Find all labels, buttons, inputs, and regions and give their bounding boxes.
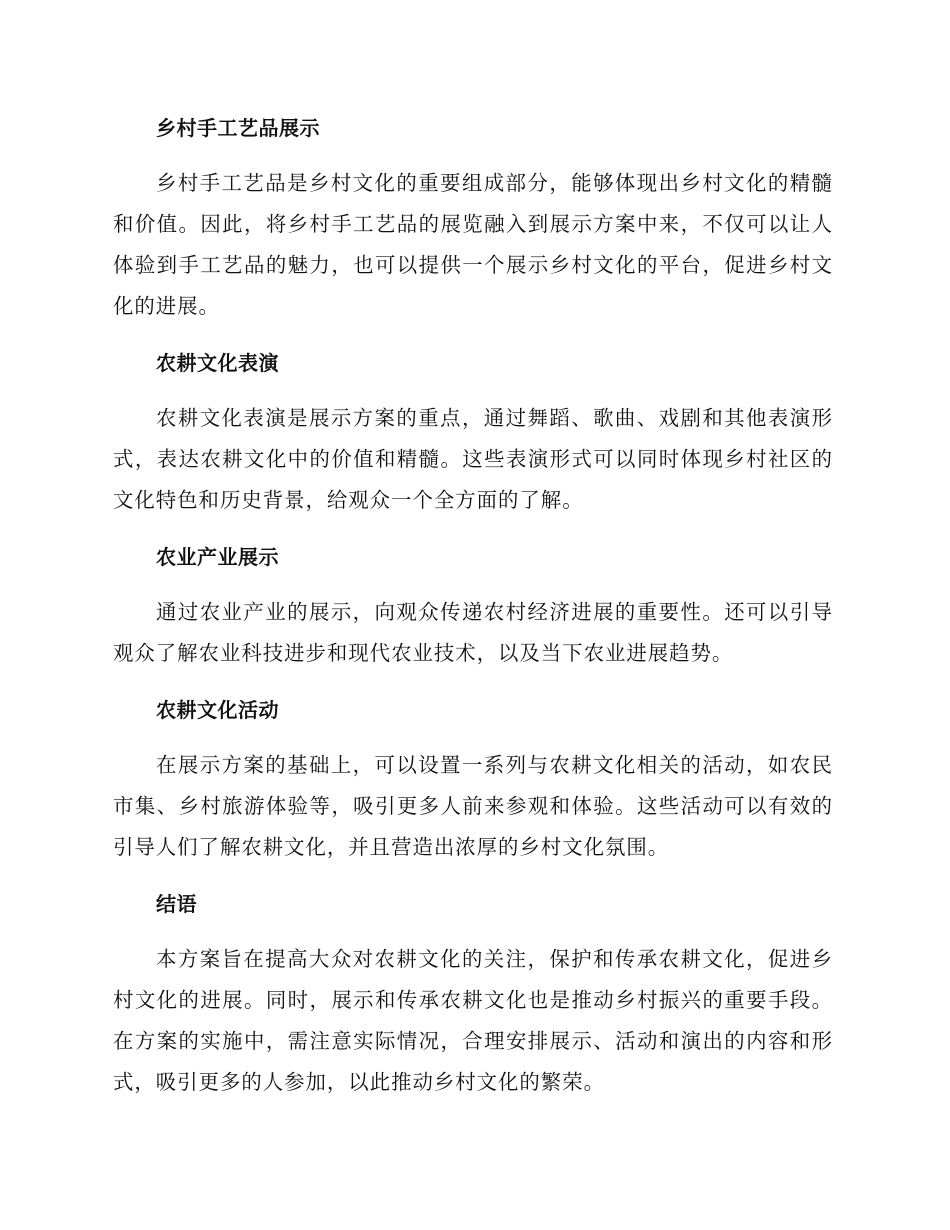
section-farming-performance [113,343,833,521]
document-page [113,108,833,1119]
section-paragraph: 乡村手工艺品是乡村文化的重要组成部分，能够体现出乡村文化的精髓和价值。因此，将乡村手工艺品的展览融入到展示方案中来，不仅可以让人体验到手工艺品的魅力，也可以提供一个展示乡村文化的平台，促进乡村文化的进展。 [113,171,833,318]
section-conclusion [113,884,833,1103]
section-heading: 乡村手工艺品展示 [156,116,320,140]
section-paragraph: 在展示方案的基础上，可以设置一系列与农耕文化相关的活动，如农民市集、乡村旅游体验等，吸引更多人前来参观和体验。这些活动可以有效的引导人们了解农耕文化，并且营造出浓厚的乡村文化氛围。 [113,753,833,859]
section-heading: 农耕文化活动 [156,698,279,722]
section-handicraft-display [113,108,833,327]
section-heading: 农业产业展示 [156,545,279,569]
section-agriculture-industry [113,537,833,674]
section-paragraph: 通过农业产业的展示，向观众传递农村经济进展的重要性。还可以引导观众了解农业科技进步和现代农业技术，以及当下农业进展趋势。 [113,600,833,665]
section-paragraph: 农耕文化表演是展示方案的重点，通过舞蹈、歌曲、戏剧和其他表演形式，表达农耕文化中的价值和精髓。这些表演形式可以同时体现乡村社区的文化特色和历史背景，给观众一个全方面的了解。 [113,406,833,512]
section-heading: 农耕文化表演 [156,351,279,375]
section-paragraph: 本方案旨在提高大众对农耕文化的关注，保护和传承农耕文化，促进乡村文化的进展。同时，展示和传承农耕文化也是推动乡村振兴的重要手段。在方案的实施中，需注意实际情况，合理安排展示、活动和演出的内容和形式，吸引更多的人参加，以此推动乡村文化的繁荣。 [113,947,833,1094]
section-heading: 结语 [156,892,197,916]
section-farming-activities [113,690,833,868]
